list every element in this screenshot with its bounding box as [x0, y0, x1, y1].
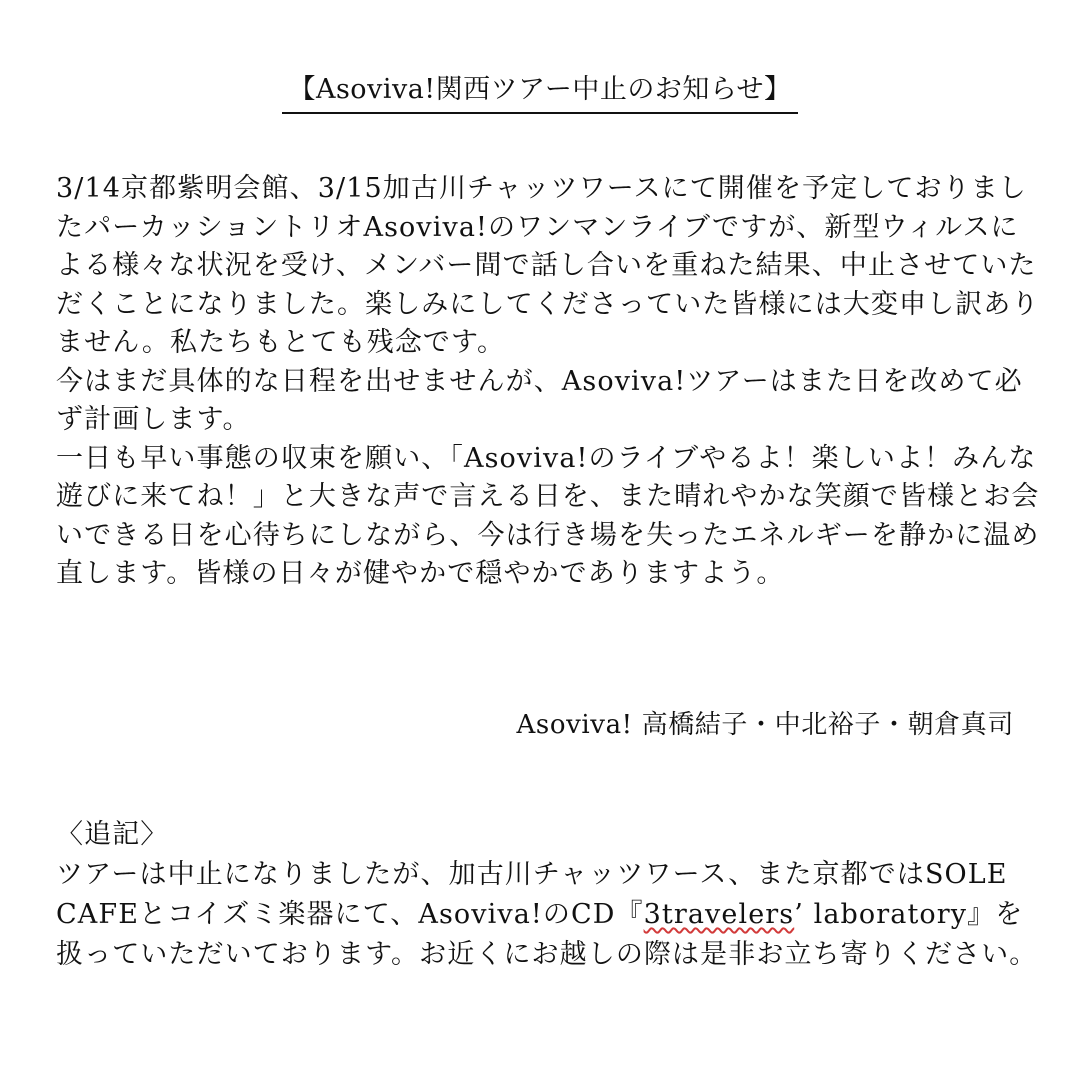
- postscript-text-before: ツアーは中止になりましたが、加古川チャッツワース、また京都ではSOLE CAFEとコイズミ楽器にて、Asoviva!のCD『: [56, 859, 1008, 930]
- signature: Asoviva! 高橋結子・中北裕子・朝倉真司: [516, 710, 1014, 740]
- body-paragraph-1: 3/14京都紫明会館、3/15加古川チャッツワースにて開催を予定しておりましたパーカッショントリオAsoviva!のワンマンライブですが、新型ウィルスによる様々な状況を受け、メンバー間で話し合いを重ねた結果、中止させていただくことになりました。楽しみにしてくださっていた皆様には大変申し訳ありません。私たちもとても残念です。: [56, 173, 1040, 358]
- spellcheck-underlined-word: 3travelers: [643, 899, 795, 930]
- body-paragraph-3: 一日も早い事態の収束を願い、「Asoviva!のライブやるよ！楽しいよ！みんな遊びに来てね！」と大きな声で言える日を、また晴れやかな笑顔で皆様とお会いできる日を心待ちにしながら、今は行き場を失ったエネルギーを静かに温め直します。皆様の日々が健やかで穏やかでありますよう。: [56, 442, 1040, 589]
- postscript-label: 〈追記〉: [56, 819, 169, 850]
- postscript: [56, 815, 1046, 975]
- notice-body: [56, 170, 1046, 594]
- notice-title: 【Asoviva!関西ツアー中止のお知らせ】: [282, 70, 797, 114]
- title-container: [0, 70, 1080, 114]
- postscript-text: [56, 855, 1046, 975]
- postscript-text-after: ’ laboratory』を扱っていただいております。お近くにお越しの際は是非お立ち寄りください。: [56, 899, 1038, 970]
- body-paragraph-2: 今はまだ具体的な日程を出せませんが、Asoviva!ツアーはまた日を改めて必ず計画します。: [56, 365, 1023, 435]
